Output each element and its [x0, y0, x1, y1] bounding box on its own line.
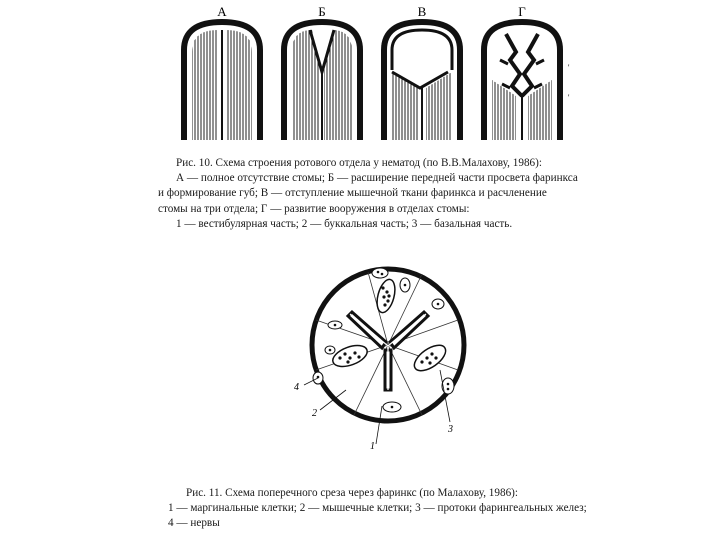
figure1-caption-legend: 1 — вестибулярная часть; 2 — буккальная часть; 3 — базальная часть. — [176, 217, 513, 230]
label-2: 2 — [312, 408, 317, 419]
panel-b — [284, 4, 360, 140]
figure2-caption-title: Рис. 11. Схема поперечного среза через фаринкс (по Малахову, 1986): — [186, 487, 519, 499]
label-3: 3 — [448, 424, 453, 435]
panel-g — [484, 4, 570, 140]
panel-a — [184, 4, 260, 140]
figure2-caption — [168, 486, 588, 531]
figure1-caption-body: А — полное отсутствие стомы; Б — расширение передней части просвета фаринкса и формирование губ; В — отступление мышечной ткани фаринкса и расчленение стомы на три отдела; Г — развитие вооружения в отделах стомы: — [158, 172, 578, 215]
panel-label-v: В — [417, 4, 427, 19]
figure1-caption — [158, 156, 578, 232]
label-4: 4 — [294, 382, 299, 393]
figure2-caption-body: 1 — маргинальные клетки; 2 — мышечные клетки; 3 — протоки фарингеальных желез; 4 — нервы — [168, 502, 587, 529]
pharynx-cross-section-figure — [290, 250, 480, 450]
svg-text:': ' — [568, 63, 570, 72]
panel-v — [384, 4, 460, 140]
svg-text:': ' — [568, 93, 570, 102]
panel-label-a: А — [217, 4, 227, 19]
label-1: 1 — [370, 441, 375, 450]
panel-label-g: Г — [518, 4, 526, 19]
stoma-schemes-figure — [170, 0, 590, 150]
figure1-caption-title: Рис. 10. Схема строения ротового отдела у нематод (по В.В.Малахову, 1986): — [176, 157, 542, 169]
panel-label-b: Б — [318, 4, 326, 19]
